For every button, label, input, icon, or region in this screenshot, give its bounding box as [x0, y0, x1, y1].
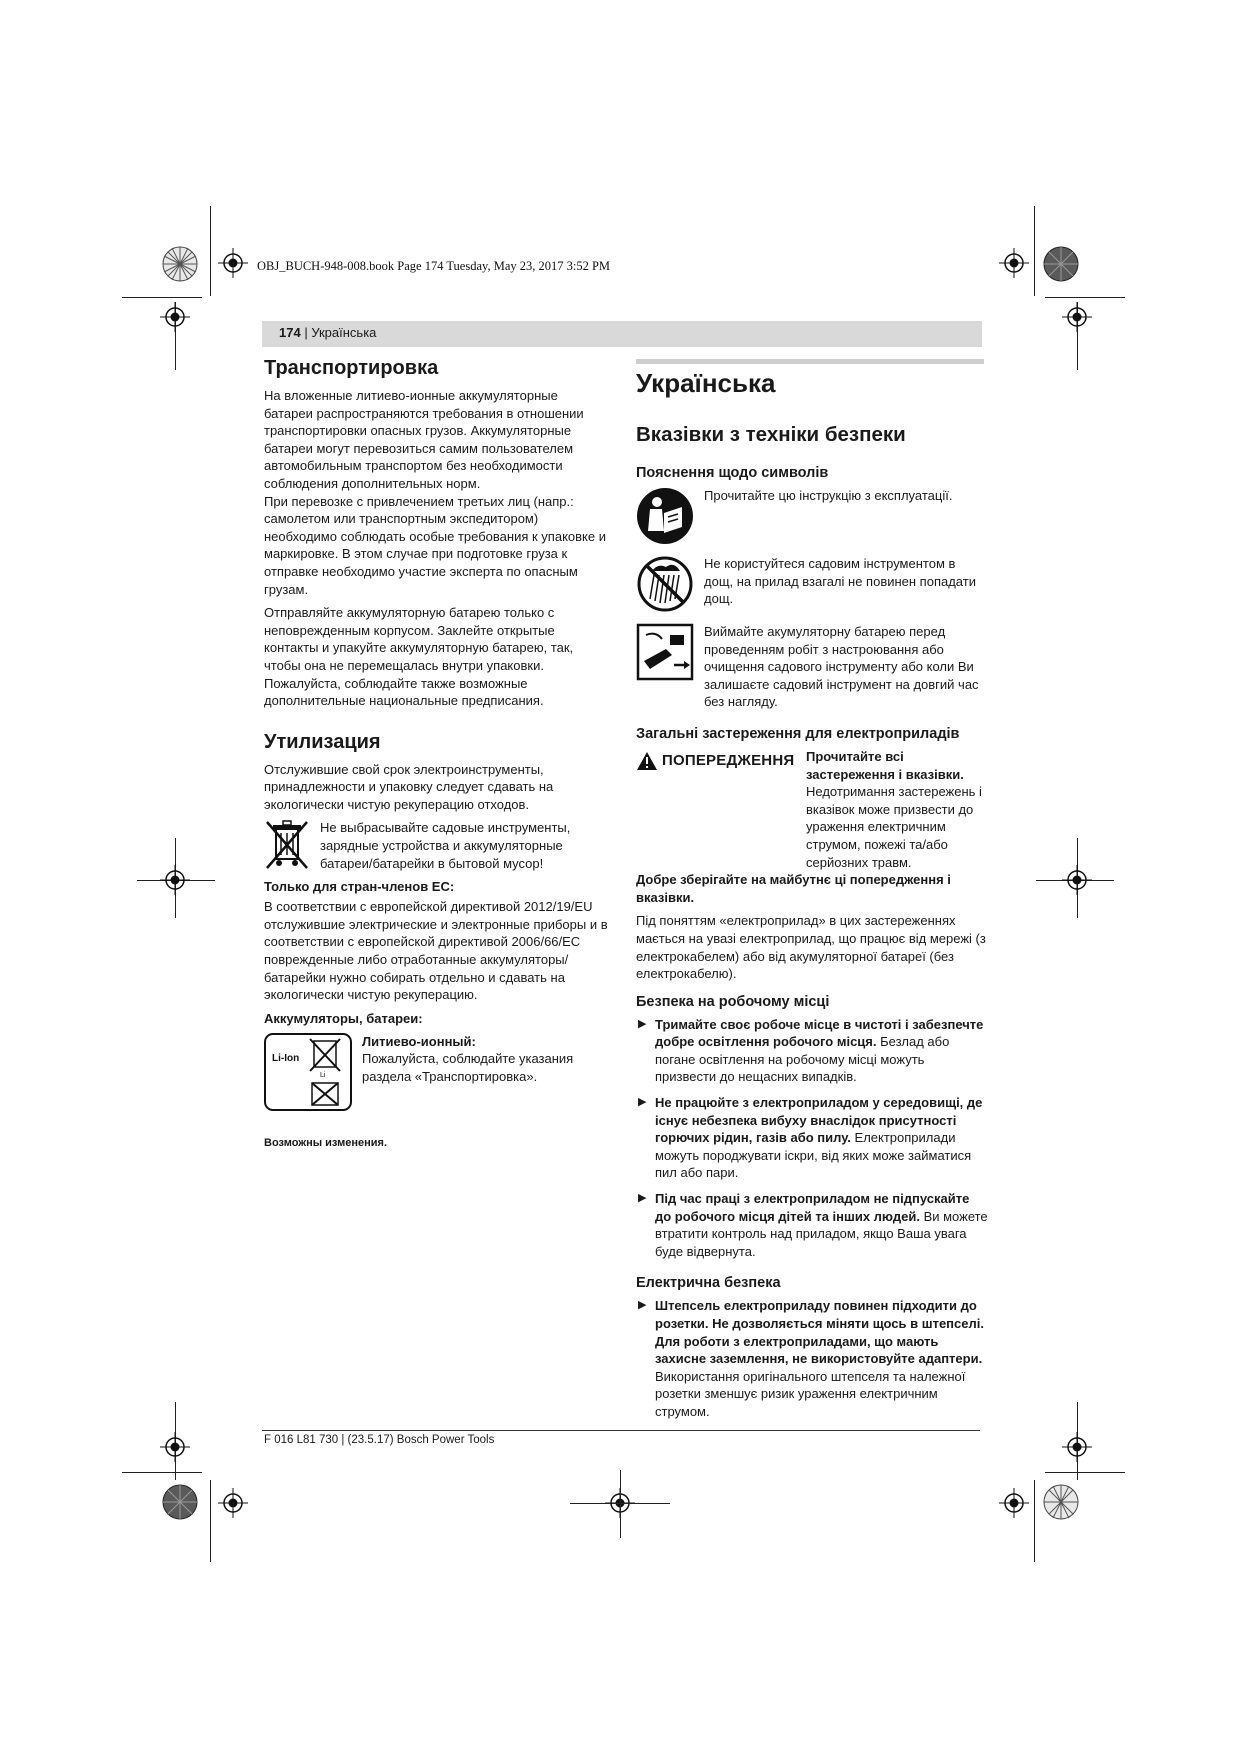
- registration-mark-icon: [160, 865, 190, 895]
- eu-title: Только для стран-членов ЕС:: [264, 879, 455, 895]
- changes-note: Возможны изменения.: [264, 1136, 388, 1149]
- liion-notice: [264, 1033, 609, 1111]
- symbol-row-battery: [636, 623, 988, 711]
- header-section: Українська: [311, 325, 377, 340]
- safety-title: Вказівки з техніки безпеки: [636, 423, 906, 446]
- header-separator: |: [300, 325, 312, 340]
- warning-bold: Прочитайте всі застереження і вказівки.: [806, 748, 964, 782]
- language-title: Українська: [636, 368, 776, 398]
- right-column: [636, 368, 988, 1429]
- liion-recycling-icon: [264, 1033, 352, 1111]
- transport-paragraph-1: На вложенные литиево-ионные аккумуляторные батареи распространяются требования в отношении транспортировки опасных грузов. Аккумуляторные батареи могут перевозиться самим пользователем автомобильным транспортом без необходимости соблюдения дополнительных норм.: [264, 388, 584, 491]
- weee-notice: [264, 819, 609, 872]
- liion-label: Li-Ion: [272, 1052, 300, 1064]
- symbol-battery-text: Виймайте акумуляторну батарею перед проведенням робіт з настроювання або очищення садового інструменту або коли Ви залишаєте садовий інструмент на довгий час без нагляду.: [704, 624, 979, 710]
- warning-label: ПОПЕРЕДЖЕННЯ: [662, 752, 795, 770]
- symbol-manual-text: Прочитайте цю інструкцію з експлуатації.: [704, 488, 953, 503]
- remove-battery-icon: [636, 623, 694, 681]
- liion-title: Литиево-ионный:: [362, 1033, 476, 1049]
- weee-text: Не выбрасывайте садовые инструменты, зарядные устройства и аккумуляторные батареи/батарейки в бытовой мусор!: [320, 820, 571, 871]
- registration-mark-icon: [999, 1488, 1029, 1518]
- keep-instructions: Добре зберігайте на майбутнє ці попередження і вказівки.: [636, 872, 951, 905]
- registration-mark-icon: [1062, 302, 1092, 332]
- color-rose-icon: [1043, 1484, 1079, 1520]
- transport-paragraph-3: Отправляйте аккумуляторную батарею только с неповрежденным корпусом. Заклейте открытые контакты и упакуйте аккумуляторную батарею, так, чтобы она не перемещалась внутри упаковки.: [264, 605, 574, 673]
- electric-title: Електрична безпека: [636, 1275, 781, 1292]
- disposal-title: Утилизация: [264, 730, 381, 753]
- left-column: [264, 356, 609, 1152]
- symbol-row-rain: [636, 555, 988, 613]
- registration-mark-icon: [1062, 1432, 1092, 1462]
- list-item: ▶ Штепсель електроприладу повинен підходити до розетки. Не дозволяється міняти щось в штепселі. Для роботи з електроприладами, що мають захисне заземлення, не використовуйте адаптери. Використання оригінального штепселя та належної розетки зменшує ризик ураження електричним струмом.: [638, 1298, 984, 1419]
- bullet-arrow-icon: ▶: [638, 1017, 647, 1030]
- warning-badge: [636, 750, 798, 772]
- bullet-arrow-icon: ▶: [638, 1299, 647, 1312]
- transport-paragraph-4: Пожалуйста, соблюдайте также возможные дополнительные национальные предписания.: [264, 675, 544, 709]
- transport-paragraph-2: При перевозке с привлечением третьих лиц (напр.: самолетом или транспортным экспедитором) необходимо соблюдать особые требования к упаковке и маркировке. В этом случае при подготовке груза к отправке необходимо участие эксперта по опасным грузам.: [264, 493, 606, 597]
- read-manual-icon: [636, 487, 694, 545]
- page-number: 174: [279, 325, 301, 340]
- no-rain-icon: [636, 555, 694, 613]
- general-title: Загальні застереження для електроприладів: [636, 725, 960, 742]
- liion-text: Пожалуйста, соблюдайте указания раздела «Транспортировка».: [362, 1051, 574, 1084]
- bullet-arrow-icon: ▶: [638, 1192, 647, 1205]
- crossed-bin-icon: [264, 819, 310, 871]
- symbol-row-manual: [636, 487, 988, 545]
- footer-text: F 016 L81 730 | (23.5.17) Bosch Power Tools: [264, 1434, 495, 1446]
- svg-text:Li: Li: [320, 1071, 326, 1079]
- warning-triangle-icon: [636, 751, 658, 771]
- color-rose-icon: [162, 1484, 198, 1520]
- symbol-rain-text: Не користуйтеся садовим інструментом в дощ, на прилад взагалі не повинен попадати дощ.: [704, 556, 976, 607]
- definition-text: Під поняттям «електроприлад» в цих застереженнях мається на увазі електроприлад, що працює від мережі (з електрокабелем) або від акумуляторної батареї (без електрокабелю).: [636, 913, 986, 982]
- color-rose-icon: [162, 246, 198, 282]
- bullet-arrow-icon: ▶: [638, 1096, 647, 1109]
- footer-rule: [262, 1430, 980, 1431]
- book-slug: OBJ_BUCH-948-008.book Page 174 Tuesday, May 23, 2017 3:52 PM: [257, 259, 611, 273]
- transport-title: Транспортировка: [264, 357, 439, 379]
- registration-mark-icon: [160, 1432, 190, 1462]
- color-rose-icon: [1043, 246, 1079, 282]
- warning-text: Недотримання застережень і вказівок може призвести до ураження електричним струмом, пожежі та/або серйозних травм.: [806, 784, 982, 870]
- page-header: [279, 325, 376, 340]
- registration-mark-icon: [218, 1488, 248, 1518]
- registration-mark-icon: [999, 248, 1029, 278]
- list-item: ▶ Тримайте своє робоче місце в чистоті і забезпечте добре освітлення робочого місця. Безлад або погане освітлення на робочому місці можуть призвести до нещасних випадків.: [638, 1016, 984, 1085]
- warning-block: [636, 748, 988, 871]
- list-item: ▶ Під час праці з електроприладом не підпускайте до робочого місця дітей та інших людей. Ви можете втратити контроль над приладом, якщо Ваша увага буде відвернута.: [638, 1191, 988, 1259]
- registration-mark-icon: [160, 302, 190, 332]
- eu-text: В соответствии с европейской директивой 2012/19/EU отслужившие электрические и электронные приборы и в соответствии с европейской директивой 2006/66/EC поврежденные либо отработанные аккумуляторы/батарейки нужно собирать отдельно и сдавать на экологически чистую рекуперацию.: [264, 899, 608, 1003]
- list-item: ▶ Не працюйте з електроприладом у середовищі, де існує небезпека вибуху внаслідок присутності горючих рідин, газів або пилу. Електроприлади можуть породжувати іскри, від яких може займатися пил або пари.: [638, 1095, 983, 1181]
- batteries-title: Аккумуляторы, батареи:: [264, 1010, 423, 1026]
- workplace-title: Безпека на робочому місці: [636, 993, 830, 1010]
- registration-mark-icon: [218, 248, 248, 278]
- symbols-title: Пояснення щодо символів: [636, 465, 829, 481]
- section-rule: [636, 359, 984, 364]
- disposal-paragraph: Отслужившие свой срок электроинструменты, принадлежности и упаковку следует сдавать на экологически чистую рекуперацию отходов.: [264, 761, 554, 812]
- registration-mark-icon: [1062, 865, 1092, 895]
